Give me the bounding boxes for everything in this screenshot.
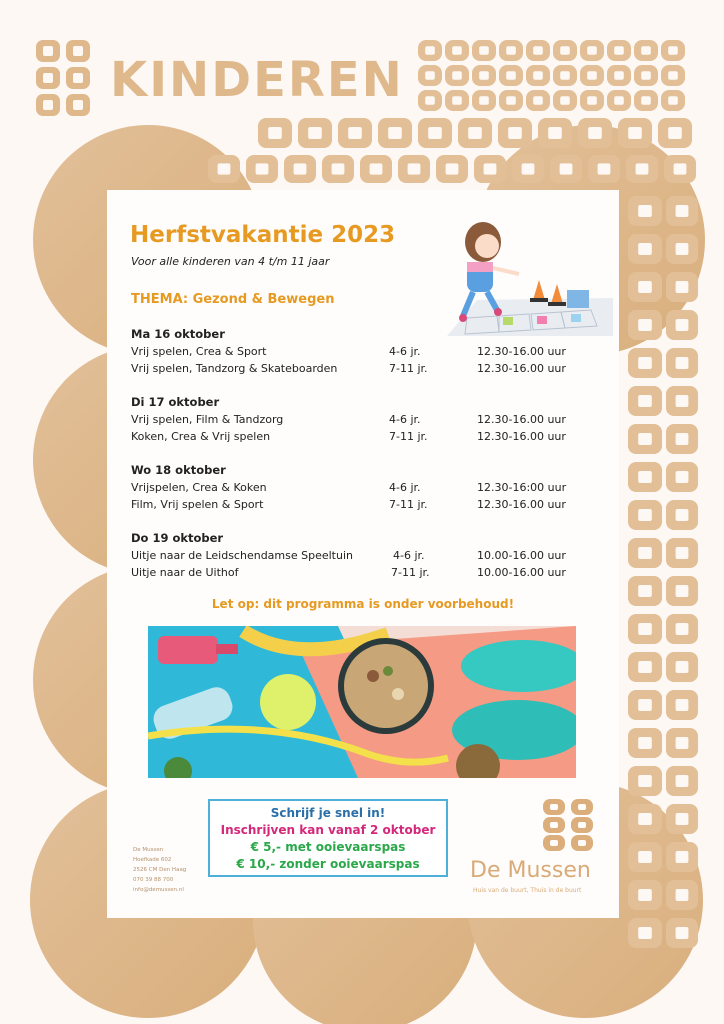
activity: Uitje naar de Uithof xyxy=(131,566,239,579)
address-name: De Mussen xyxy=(133,847,164,853)
address-phone: 070 39 88 700 xyxy=(133,877,174,883)
schedule-row xyxy=(131,547,591,564)
price-without-pass: € 10,- zonder ooievaarspas xyxy=(236,857,420,871)
hopscotch-girl-illustration xyxy=(437,208,613,336)
activity: Vrij spelen, Crea & Sport xyxy=(131,345,267,358)
signup-start-date: Inschrijven kan vanaf 2 oktober xyxy=(220,823,436,837)
schedule-row xyxy=(131,343,591,360)
time-slot: 12.30-16.00 uur xyxy=(477,362,566,375)
brand-tagline: Huis van de buurt, Thuis in de buurt xyxy=(473,887,582,894)
page-title: KINDEREN xyxy=(110,52,404,108)
activity: Film, Vrij spelen & Sport xyxy=(131,498,264,511)
time-slot: 10.00-16.00 uur xyxy=(477,566,566,579)
de-mussen-logo-icon xyxy=(541,797,597,853)
address-email[interactable]: info@demussen.nl xyxy=(133,887,184,893)
activity: Vrij spelen, Film & Tandzorg xyxy=(131,413,284,426)
activity: Vrij spelen, Tandzorg & Skateboarden xyxy=(131,362,338,375)
age-range: 7-11 jr. xyxy=(389,498,428,511)
schedule-row xyxy=(131,479,591,496)
address-block xyxy=(133,845,186,895)
day-block-wo xyxy=(131,462,591,513)
age-range: 4-6 jr. xyxy=(393,549,425,562)
time-slot: 12.30-16.00 uur xyxy=(477,430,566,443)
activity: Uitje naar de Leidschendamse Speeltuin xyxy=(131,549,353,562)
age-range: 7-11 jr. xyxy=(389,362,428,375)
disclaimer-note: Let op: dit programma is onder voorbehoud! xyxy=(211,597,515,611)
age-range: 4-6 jr. xyxy=(389,481,421,494)
day-title: Di 17 oktober xyxy=(131,395,220,409)
age-range: 4-6 jr. xyxy=(389,345,421,358)
schedule-row xyxy=(131,564,591,581)
age-range: 4-6 jr. xyxy=(389,413,421,426)
day-title: Do 19 oktober xyxy=(131,531,224,545)
time-slot: 10.00-16.00 uur xyxy=(477,549,566,562)
activity: Vrijspelen, Crea & Koken xyxy=(131,481,267,494)
age-range: 7-11 jr. xyxy=(389,430,428,443)
time-slot: 12.30-16:00 uur xyxy=(477,481,567,494)
address-city: 2526 CM Den Haag xyxy=(133,867,187,873)
day-title: Wo 18 oktober xyxy=(131,463,226,477)
activity: Koken, Crea & Vrij spelen xyxy=(131,430,271,443)
schedule-row xyxy=(131,496,591,513)
address-street: Hoefkade 602 xyxy=(133,857,172,863)
brand-name: De Mussen xyxy=(470,858,591,883)
price-with-pass: € 5,- met ooievaarspas xyxy=(250,840,406,854)
schedule-row xyxy=(131,411,591,428)
schedule-row xyxy=(131,360,591,377)
time-slot: 12.30-16.00 uur xyxy=(477,413,566,426)
age-range: 7-11 jr. xyxy=(391,566,430,579)
healthy-food-sport-photo xyxy=(148,626,576,778)
day-block-do xyxy=(131,530,591,581)
day-title: Ma 16 oktober xyxy=(131,327,225,341)
time-slot: 12.30-16.00 uur xyxy=(477,345,566,358)
schedule-row xyxy=(131,428,591,445)
kinderen-logo-icon xyxy=(36,40,94,116)
program-theme: THEMA: Gezond & Bewegen xyxy=(131,292,335,307)
day-block-ma xyxy=(131,326,591,377)
signup-call-to-action: Schrijf je snel in! xyxy=(270,806,386,820)
day-block-di xyxy=(131,394,591,445)
program-title: Herfstvakantie 2023 xyxy=(130,222,396,248)
program-subtitle: Voor alle kinderen van 4 t/m 11 jaar xyxy=(131,255,330,268)
time-slot: 12.30-16.00 uur xyxy=(477,498,566,511)
signup-box xyxy=(208,799,448,877)
